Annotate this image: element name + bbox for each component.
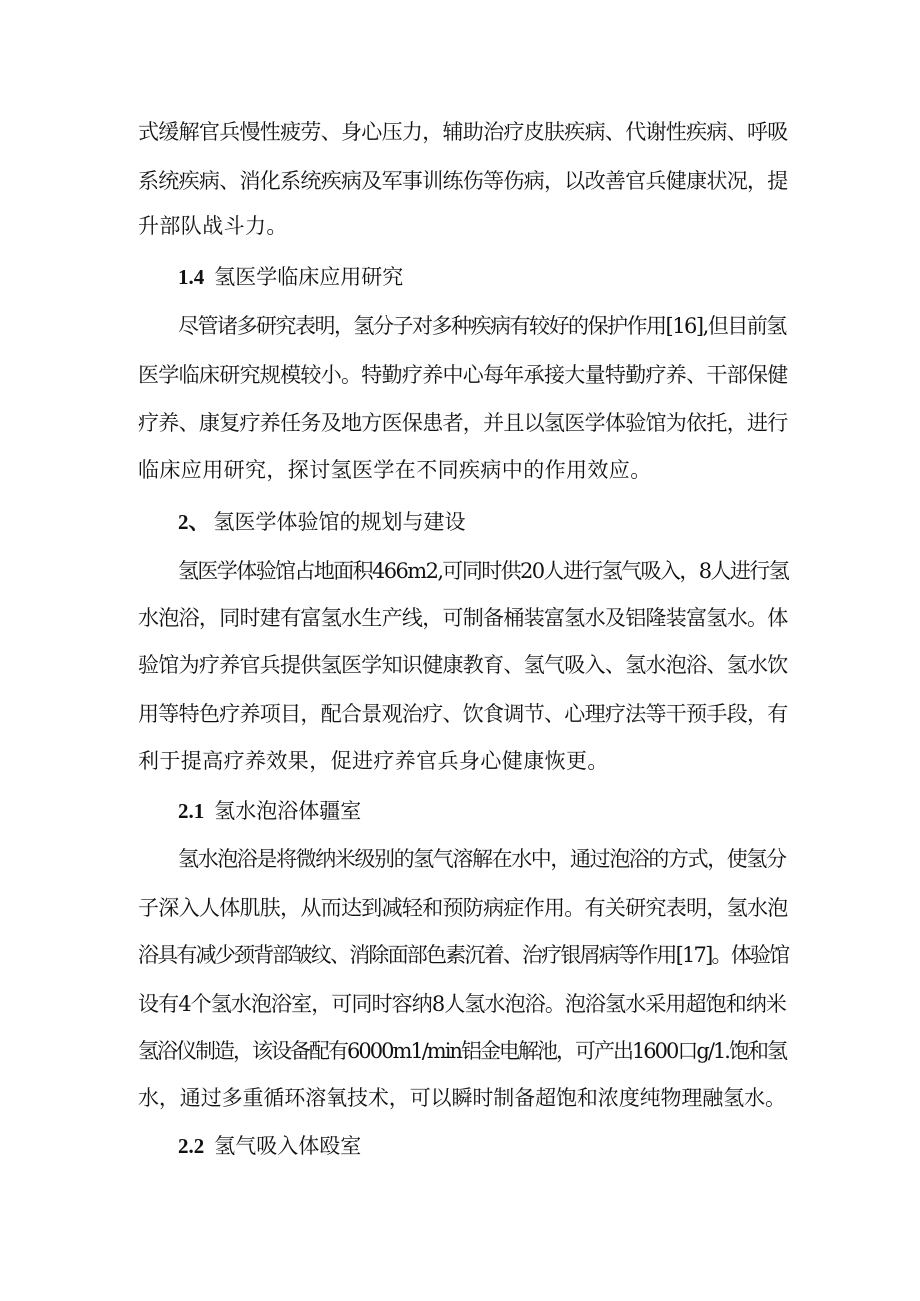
paragraph-line: 临床应用研究，探讨氢医学在不同疾病中的作用效应。: [138, 458, 652, 482]
section-title: 氢医学体验馆的规划与建设: [213, 510, 466, 534]
section-title: 氢水泡浴体疆室: [214, 799, 362, 823]
section-number: 1.4: [178, 265, 205, 289]
paragraph-line: 氢浴仪制造，该设备配有6000m1∕min铝金电解池，可产出1600口g/1.饱和氢: [138, 1039, 786, 1063]
paragraph-line: 尽管诸多研究表明，氢分子对多种疾病有较好的保护作用[16],但目前氢: [178, 314, 786, 338]
paragraph-line: 疗养、康复疗养任务及地方医保患者，并且以氢医学体验馆为依托，进行: [138, 411, 788, 435]
section-heading-1-4: [178, 262, 403, 292]
paragraph-line: 浴具有减少颈背部皱纹、消除面部色素沉着、治疗银屑病等作用[17]。体验馆: [138, 943, 789, 967]
section-heading-2: [178, 507, 466, 537]
paragraph-line: 医学临床研究规模较小。特勤疗养中心每年承接大量特勤疗养、干部保健: [138, 363, 788, 387]
section-number: 2、: [178, 510, 210, 534]
paragraph-line: 式缓解官兵慢性疲劳、身心压力，辅助治疗皮肤疾病、代谢性疾病、呼吸: [138, 120, 788, 144]
section-heading-2-2: [178, 1131, 361, 1161]
paragraph-line: 利于提高疗养效果，促进疗养官兵身心健康恢更。: [138, 749, 609, 773]
paragraph-line: 升部队战斗力。: [138, 214, 288, 238]
section-number: 2.2: [178, 1134, 205, 1158]
paragraph-line: 水泡浴，同时建有富氢水生产线，可制备桶装富氢水及铝隆装富氢水。体: [138, 606, 788, 630]
paragraph-line: 系统疾病、消化系统疾病及军事训练伤等伤病，以改善官兵健康状况，提: [138, 169, 788, 193]
paragraph-line: 氢水泡浴是将微纳米级别的氢气溶解在水中，通过泡浴的方式，使氢分: [178, 847, 786, 871]
paragraph-line: 验馆为疗养官兵提供氢医学知识健康教育、氢气吸入、氢水泡浴、氢水饮: [138, 653, 788, 677]
paragraph-line: 设有4个氢水泡浴室，可同时容纳8人氢水泡浴。泡浴氢水采用超饱和纳米: [138, 992, 787, 1016]
paragraph-line: 氢医学体验馆占地面积466m2,可同时供20人进行氢气吸入，8人进行氢: [178, 559, 789, 583]
paragraph-line: 子深入人体肌肤，从而达到减轻和预防病症作用。有关研究表明，氢水泡: [138, 896, 788, 920]
paragraph-line: 水，通过多重循环溶氧技术，可以瞬时制备超饱和浓度纯物理融氢水。: [138, 1086, 786, 1110]
section-heading-2-1: [178, 796, 361, 826]
section-title: 氢气吸入体殴室: [214, 1134, 362, 1158]
section-number: 2.1: [178, 799, 205, 823]
paragraph-line: 用等特色疗养项目，配合景观治疗、饮食调节、心理疗法等干预手段，有: [138, 702, 788, 726]
section-title: 氢医学临床应用研究: [214, 265, 404, 289]
